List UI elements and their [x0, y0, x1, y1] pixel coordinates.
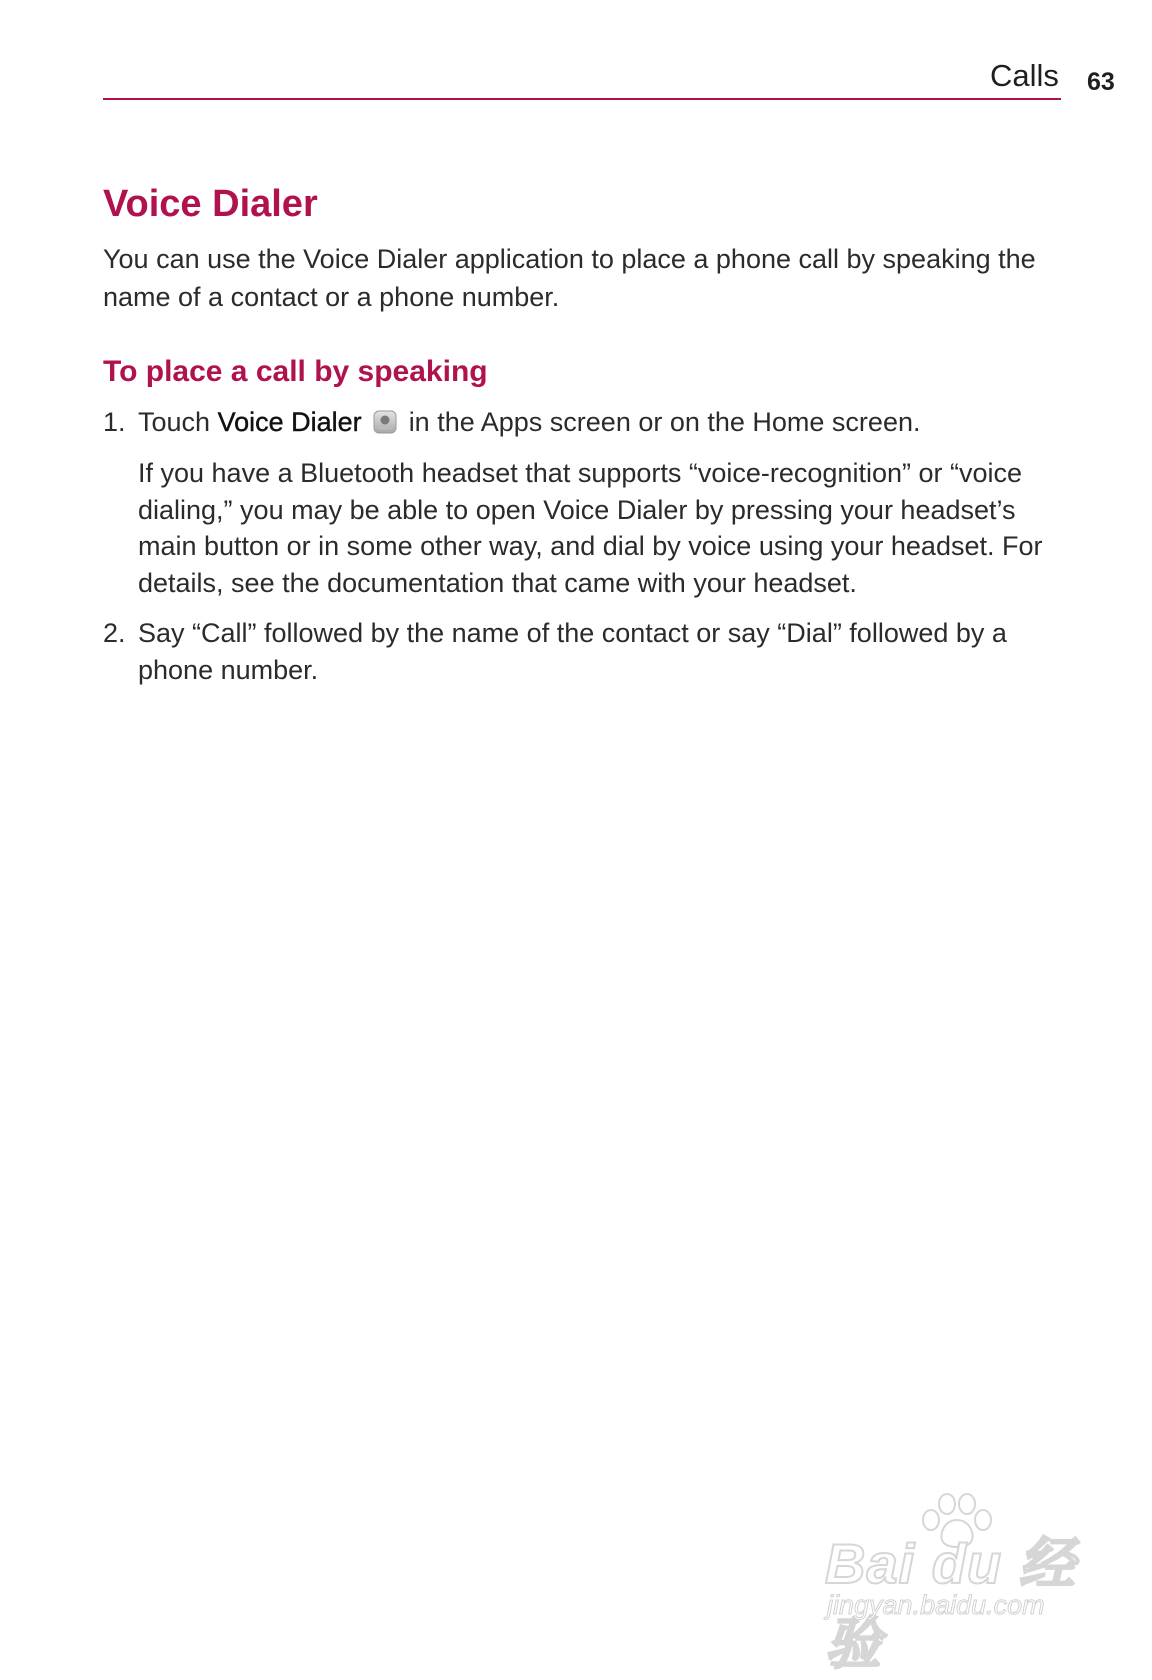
voice-dialer-label: Voice Dialer — [217, 407, 362, 437]
section-title: Voice Dialer — [103, 183, 318, 225]
step-1 — [103, 404, 1063, 441]
page-content — [103, 182, 1063, 689]
voice-dialer-app-icon — [373, 407, 397, 431]
step-number: 2. — [103, 618, 126, 648]
intro-paragraph: You can use the Voice Dialer application to place a phone call by speaking the name of a contact or a phone number. — [103, 244, 1036, 312]
baidu-watermark — [825, 1490, 1097, 1675]
step-number: 1. — [103, 407, 126, 437]
bluetooth-note: If you have a Bluetooth headset that supports “voice-recognition” or “voice dialing,” you may be able to open Voice Dialer by pressing your headset’s main button or in some other way, and dial by voice using your headset. For details, see the documentation that came with your headset. — [138, 458, 1043, 598]
running-header-section: Calls — [990, 58, 1059, 93]
step-text-after: in the Apps screen or on the Home screen. — [408, 407, 921, 437]
page-number: 63 — [1087, 68, 1115, 96]
subsection-title: To place a call by speaking — [103, 355, 488, 388]
step-2 — [103, 615, 1063, 689]
header-divider — [103, 98, 1061, 100]
watermark-brand: Bai du 经验 — [825, 1532, 1076, 1675]
step-text-before: Touch — [138, 407, 211, 437]
step-text: Say “Call” followed by the name of the contact or say “Dial” followed by a phone number. — [138, 618, 1007, 685]
watermark-url: jingyan.baidu.com — [827, 1590, 1045, 1620]
